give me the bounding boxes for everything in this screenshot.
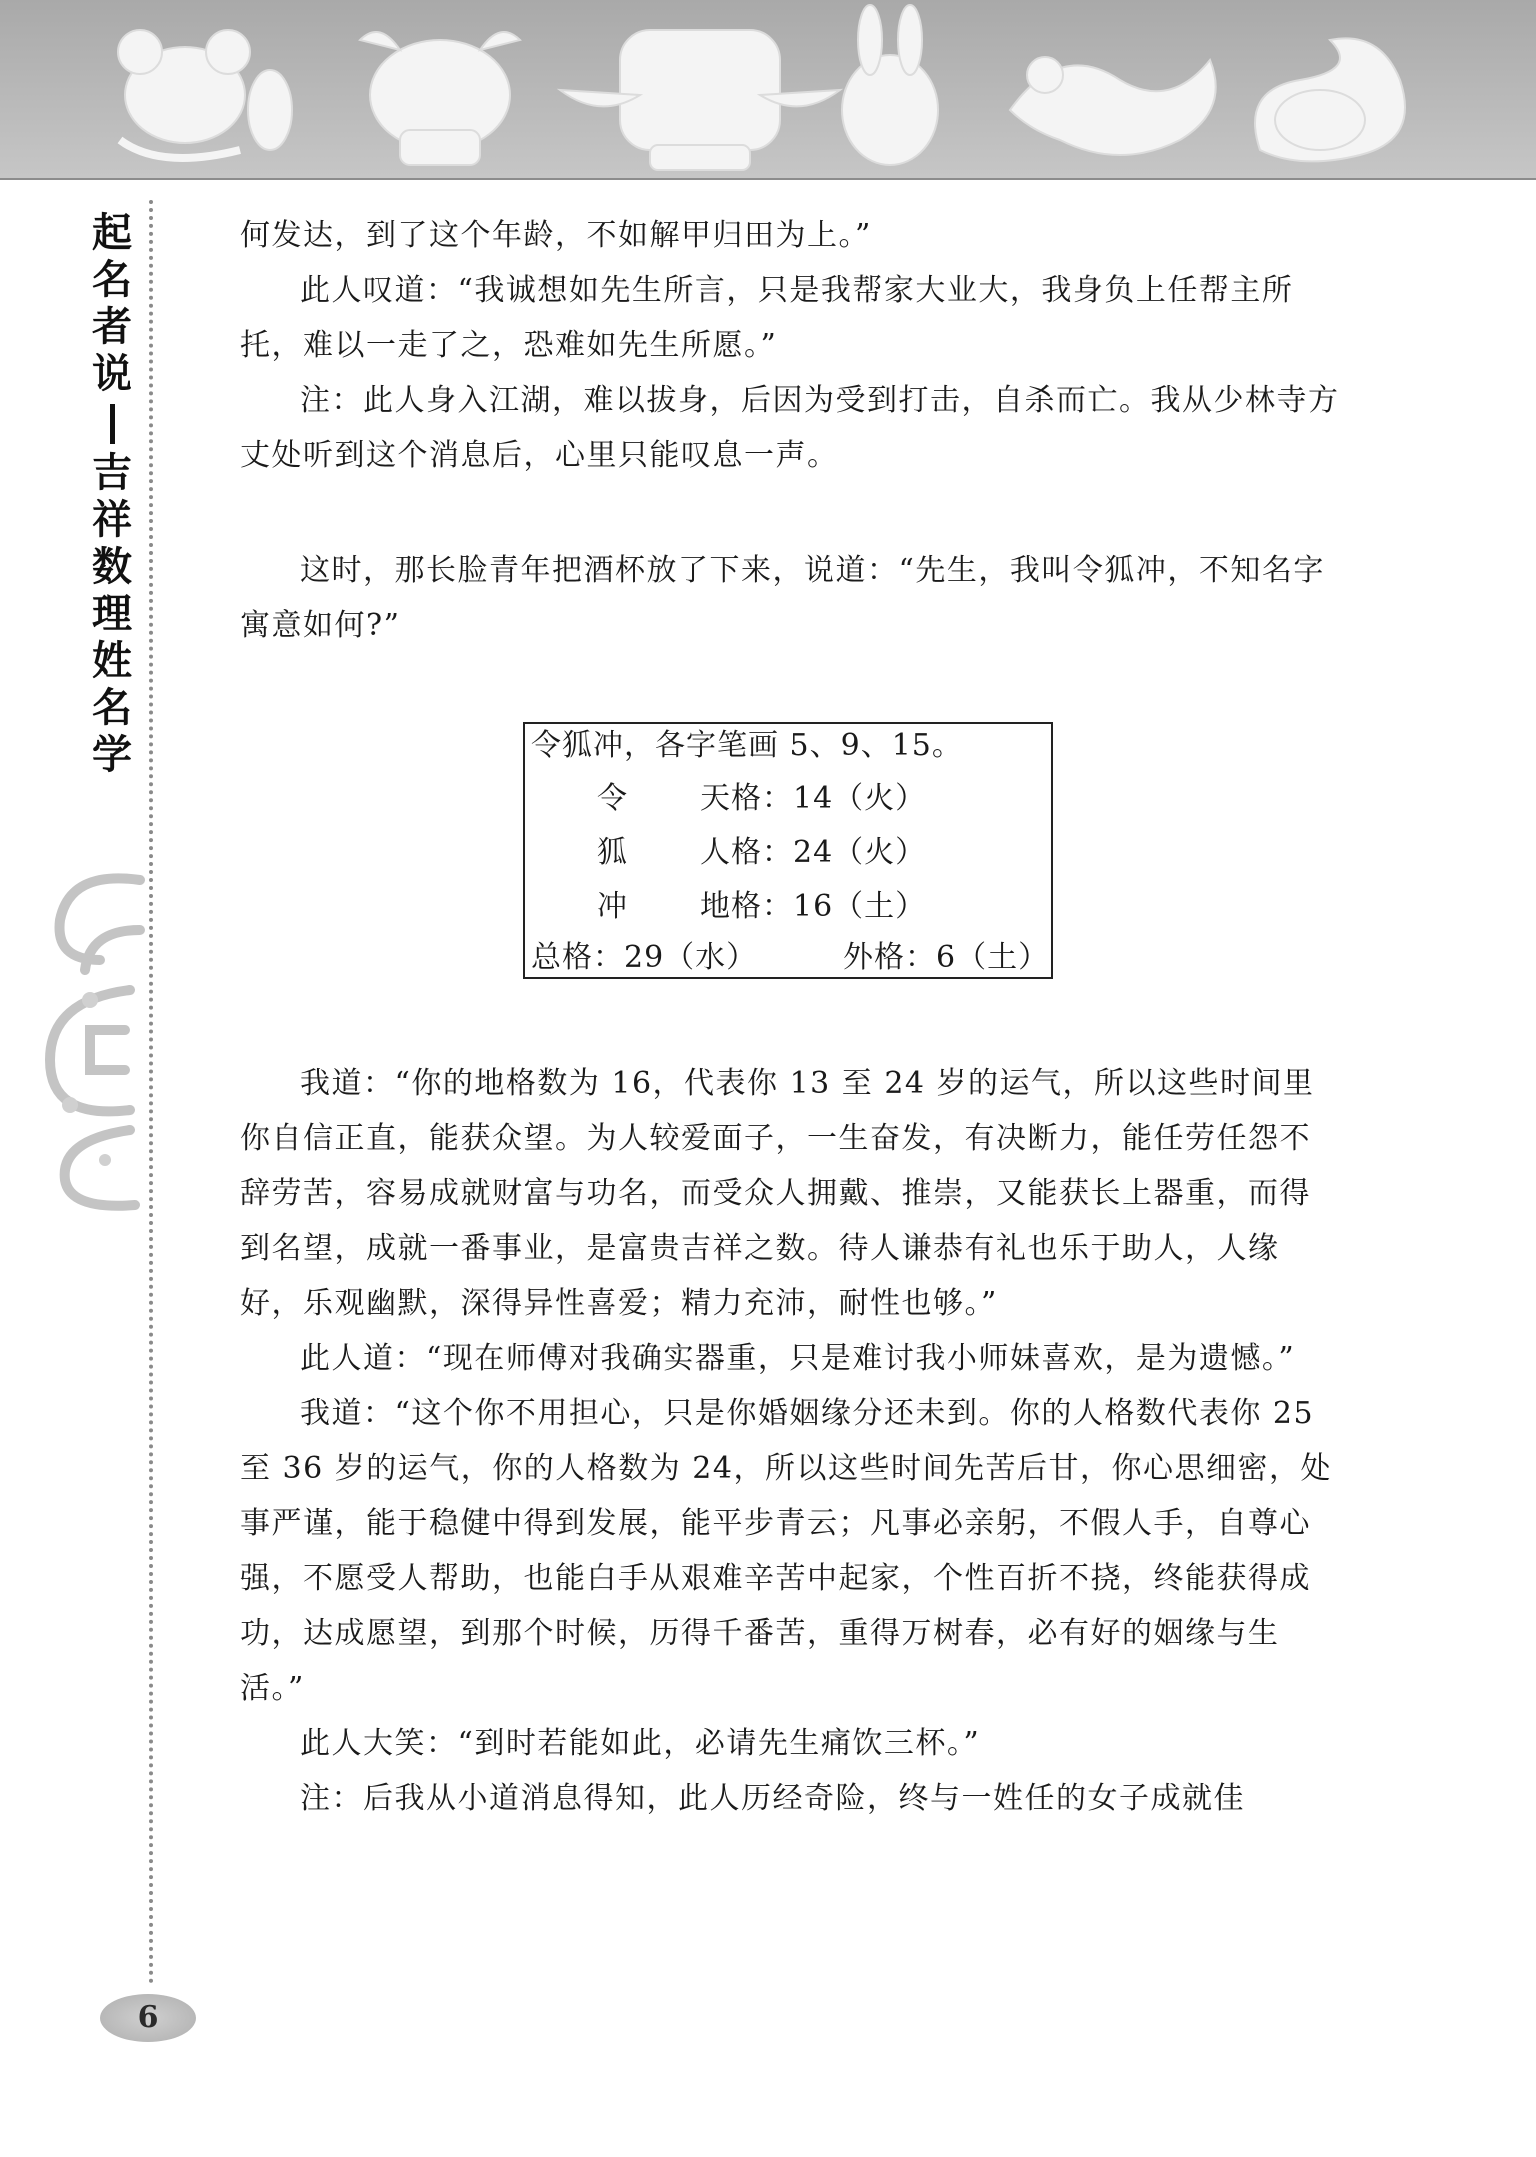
name-char: 狐 bbox=[597, 835, 628, 870]
page-number-badge: 6 bbox=[100, 1994, 196, 2042]
title-dash bbox=[110, 404, 115, 444]
name-char: 令 bbox=[597, 781, 628, 816]
paragraph: 这时，那长脸青年把酒杯放了下来，说道：“先生，我叫令狐冲，不知名字寓意如何?” bbox=[240, 553, 1325, 643]
rabbit-figure-icon bbox=[842, 5, 938, 165]
running-title-char: 姓 bbox=[92, 638, 132, 684]
zodiac-papercut-illustration bbox=[0, 0, 1536, 178]
header-zodiac-band bbox=[0, 0, 1536, 180]
paragraph: 注：此人身入江湖，难以拔身，后因为受到打击，自杀而亡。我从少林寺方丈处听到这个消息后，心里只能叹息一声。 bbox=[240, 383, 1340, 473]
running-title-char: 学 bbox=[92, 732, 132, 778]
running-title-char: 名 bbox=[92, 685, 132, 731]
paragraph: 注：后我从小道消息得知，此人历经奇险，终与一姓任的女子成就佳 bbox=[300, 1781, 1245, 1816]
ox-figure-icon bbox=[360, 32, 520, 165]
running-title-char: 起 bbox=[92, 210, 132, 256]
name-analysis-box bbox=[523, 722, 1053, 979]
earth-grid-value: 地格：16（土） bbox=[700, 889, 927, 924]
running-title-char: 说 bbox=[92, 351, 132, 397]
text-block-b bbox=[240, 543, 1340, 653]
dragon-figure-icon bbox=[1010, 57, 1216, 155]
paragraph: 此人大笑：“到时若能如此，必请先生痛饮三杯。” bbox=[300, 1726, 981, 1761]
cloud-ornament-icon bbox=[30, 860, 150, 1220]
name-box-header: 令狐冲，各字笔画 5、9、15。 bbox=[531, 728, 963, 763]
paragraph: 何发达，到了这个年龄，不如解甲归田为上。” bbox=[240, 218, 872, 253]
text-block-a bbox=[240, 208, 1340, 483]
text-block-c bbox=[240, 1056, 1340, 1826]
total-grid-value: 总格：29（水） bbox=[531, 940, 758, 975]
running-title-char: 祥 bbox=[92, 497, 132, 543]
running-title-char: 名 bbox=[92, 257, 132, 303]
heaven-grid-value: 天格：14（火） bbox=[700, 781, 927, 816]
running-title-char: 数 bbox=[92, 544, 132, 590]
running-title-char: 者 bbox=[92, 304, 132, 350]
paragraph: 我道：“你的地格数为 16，代表你 13 至 24 岁的运气，所以这些时间里你自信正直，能获众望。为人较爱面子，一生奋发，有决断力，能任劳任怨不辞劳苦，容易成就财富与功名，而受众人拥戴、推崇，又能获长上器重，而得到名望，成就一番事业，是富贵吉祥之数。待人谦恭有礼也乐于助人，人缘好，乐观幽默，深得异性喜爱；精力充沛，耐性也够。” bbox=[240, 1066, 1315, 1321]
paragraph: 此人叹道：“我诚想如先生所言，只是我帮家大业大，我身负上任帮主所托，难以一走了之，恐难如先生所愿。” bbox=[240, 273, 1294, 363]
rat-figure-icon bbox=[118, 30, 292, 158]
outer-grid-value: 外格：6（土） bbox=[843, 940, 1050, 975]
running-title-char: 理 bbox=[92, 591, 132, 637]
tiger-figure-icon bbox=[560, 30, 840, 170]
snake-figure-icon bbox=[1255, 38, 1405, 161]
paragraph: 此人道：“现在师傅对我确实器重，只是难讨我小师妹喜欢，是为遗憾。” bbox=[300, 1341, 1296, 1376]
name-char: 冲 bbox=[597, 889, 628, 924]
paragraph: 我道：“这个你不用担心，只是你婚姻缘分还未到。你的人格数代表你 25 至 36 岁的运气，你的人格数为 24，所以这些时间先苦后甘，你心思细密，处事严谨，能于稳健中得到发展，能平步青云；凡事必亲躬，不假人手，自尊心强，不愿受人帮助，也能白手从艰难辛苦中起家，个性百折不挠，终能获得成功，达成愿望，到那个时候，历得千番苦，重得万树春，必有好的姻缘与生活。” bbox=[240, 1396, 1332, 1706]
running-title-vertical bbox=[86, 210, 138, 779]
person-grid-value: 人格：24（火） bbox=[700, 835, 927, 870]
running-title-char: 吉 bbox=[92, 450, 132, 496]
